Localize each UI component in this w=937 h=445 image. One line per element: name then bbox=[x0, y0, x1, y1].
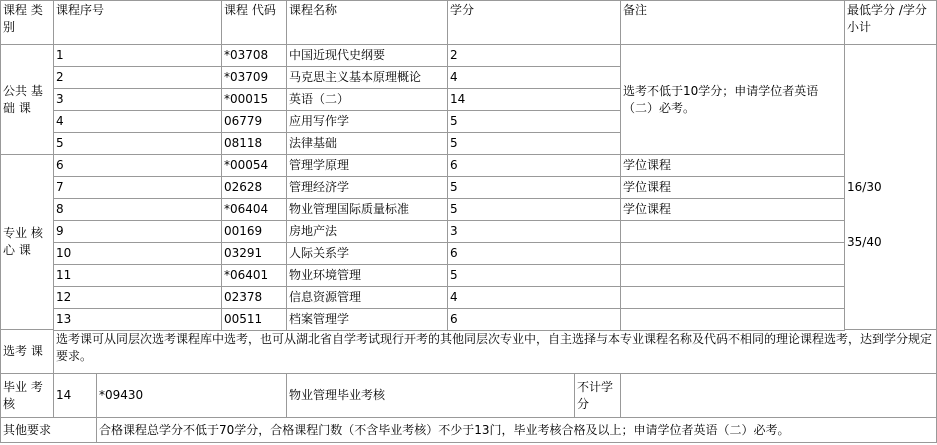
row-remark: 学位课程 bbox=[621, 177, 845, 199]
header-min-credit: 最低学分 /学分小计 bbox=[845, 0, 937, 45]
row-remark bbox=[621, 221, 845, 243]
row-credit: 6 bbox=[448, 243, 621, 265]
row-name: 房地产法 bbox=[287, 221, 448, 243]
min-credit-public: 16/30 bbox=[845, 45, 937, 330]
row-credit: 5 bbox=[448, 199, 621, 221]
row-seq: 8 bbox=[54, 199, 222, 221]
row-name: 法律基础 bbox=[287, 133, 448, 155]
grad-credit: 不计学分 bbox=[575, 374, 621, 418]
row-code: 00511 bbox=[222, 309, 287, 331]
row-credit: 5 bbox=[448, 177, 621, 199]
min-credit-core: 35/40 bbox=[845, 155, 937, 330]
row-seq: 7 bbox=[54, 177, 222, 199]
group-other-label: 其他要求 bbox=[0, 418, 97, 443]
row-seq: 9 bbox=[54, 221, 222, 243]
grad-name: 物业管理毕业考核 bbox=[287, 374, 575, 418]
row-remark: 学位课程 bbox=[621, 155, 845, 177]
row-seq: 2 bbox=[54, 67, 222, 89]
row-seq: 1 bbox=[54, 45, 222, 67]
grad-empty bbox=[621, 374, 937, 418]
row-credit: 4 bbox=[448, 287, 621, 309]
row-credit: 5 bbox=[448, 265, 621, 287]
row-remark bbox=[621, 287, 845, 309]
row-code: *06401 bbox=[222, 265, 287, 287]
group-core-label: 专业 核心 课 bbox=[0, 155, 54, 330]
row-name: 马克思主义基本原理概论 bbox=[287, 67, 448, 89]
header-category: 课程 类别 bbox=[0, 0, 54, 45]
row-name: 管理学原理 bbox=[287, 155, 448, 177]
group-grad-label: 毕业 考核 bbox=[0, 374, 54, 418]
row-seq: 6 bbox=[54, 155, 222, 177]
row-remark bbox=[621, 265, 845, 287]
row-code: *00054 bbox=[222, 155, 287, 177]
row-credit: 4 bbox=[448, 67, 621, 89]
row-code: *00015 bbox=[222, 89, 287, 111]
row-code: 03291 bbox=[222, 243, 287, 265]
row-seq: 5 bbox=[54, 133, 222, 155]
group-public-label: 公共 基础 课 bbox=[0, 45, 54, 155]
row-credit: 14 bbox=[448, 89, 621, 111]
header-name: 课程名称 bbox=[287, 0, 448, 45]
row-name: 信息资源管理 bbox=[287, 287, 448, 309]
row-code: *06404 bbox=[222, 199, 287, 221]
row-credit: 5 bbox=[448, 133, 621, 155]
elective-text: 选考课可从同层次选考课程库中选考，也可从湖北省自学考试现行开考的其他同层次专业中，自主选择与本专业课程名称及代码不相同的理论课程选考，达到学分规定要求。 bbox=[54, 330, 937, 374]
row-name: 物业管理国际质量标准 bbox=[287, 199, 448, 221]
row-name: 应用写作学 bbox=[287, 111, 448, 133]
header-code: 课程 代码 bbox=[222, 0, 287, 45]
group-elective-label: 选考 课 bbox=[0, 330, 54, 374]
row-seq: 10 bbox=[54, 243, 222, 265]
row-credit: 3 bbox=[448, 221, 621, 243]
row-seq: 11 bbox=[54, 265, 222, 287]
row-seq: 13 bbox=[54, 309, 222, 331]
row-name: 中国近现代史纲要 bbox=[287, 45, 448, 67]
row-code: 08118 bbox=[222, 133, 287, 155]
grad-seq: 14 bbox=[54, 374, 97, 418]
row-credit: 5 bbox=[448, 111, 621, 133]
row-seq: 3 bbox=[54, 89, 222, 111]
row-remark bbox=[621, 309, 845, 331]
row-remark bbox=[621, 243, 845, 265]
grad-code: *09430 bbox=[97, 374, 287, 418]
header-seq: 课程序号 bbox=[54, 0, 222, 45]
row-credit: 6 bbox=[448, 309, 621, 331]
row-name: 英语（二） bbox=[287, 89, 448, 111]
row-credit: 6 bbox=[448, 155, 621, 177]
row-name: 管理经济学 bbox=[287, 177, 448, 199]
row-remark: 学位课程 bbox=[621, 199, 845, 221]
row-code: *03709 bbox=[222, 67, 287, 89]
row-name: 档案管理学 bbox=[287, 309, 448, 331]
row-name: 人际关系学 bbox=[287, 243, 448, 265]
row-name: 物业环境管理 bbox=[287, 265, 448, 287]
row-credit: 2 bbox=[448, 45, 621, 67]
row-seq: 4 bbox=[54, 111, 222, 133]
other-text: 合格课程总学分不低于70学分，合格课程门数（不含毕业考核）不少于13门，毕业考核合格及以上；申请学位者英语（二）必考。 bbox=[97, 418, 937, 443]
row-code: 02378 bbox=[222, 287, 287, 309]
header-remark: 备注 bbox=[621, 0, 845, 45]
row-code: 00169 bbox=[222, 221, 287, 243]
row-code: 02628 bbox=[222, 177, 287, 199]
row-seq: 12 bbox=[54, 287, 222, 309]
group-public-remark: 选考不低于10学分；申请学位者英语（二）必考。 bbox=[621, 45, 845, 155]
header-credit: 学分 bbox=[448, 0, 621, 45]
row-code: 06779 bbox=[222, 111, 287, 133]
row-code: *03708 bbox=[222, 45, 287, 67]
